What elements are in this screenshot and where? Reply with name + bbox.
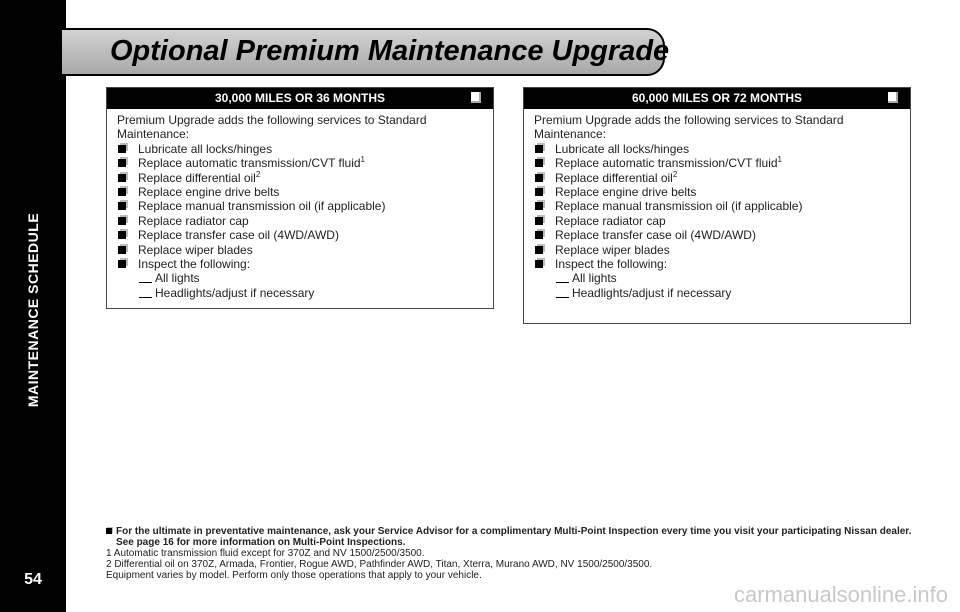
checkbox-icon [118, 202, 126, 210]
checkbox-icon [118, 159, 126, 167]
inspection-item-label: All lights [155, 271, 200, 286]
service-item-label: Inspect the following: [138, 257, 251, 272]
checkbox-icon [535, 145, 543, 153]
service-card-30k [106, 87, 494, 309]
footnote-ref: 1 [777, 155, 782, 165]
service-item [117, 142, 483, 156]
service-item [534, 243, 900, 257]
service-item-label: Replace wiper blades [555, 242, 670, 257]
footnote-2: 2 Differential oil on 370Z, Armada, Frontier, Rogue AWD, Pathfinder AWD, Titan, Xterra, Murano AWD, NV 1500/2500/3500. [106, 559, 653, 570]
checkbox-icon [118, 174, 126, 182]
watermark: carmanualsonline.info [733, 582, 948, 607]
footnote-ref: 1 [360, 155, 365, 165]
checkbox-icon [118, 188, 126, 196]
card-intro: Premium Upgrade adds the following services to Standard Maintenance: [117, 113, 427, 142]
service-card-60k [523, 87, 911, 324]
checkbox-icon [535, 246, 543, 254]
card-header [107, 88, 493, 109]
service-item-label: Lubricate all locks/hinges [138, 141, 273, 156]
service-item [117, 214, 483, 228]
blank-line [139, 297, 152, 298]
service-item-label: Replace automatic transmission/CVT fluid [138, 156, 361, 171]
footnote-main [106, 526, 926, 548]
card-header-label: 30,000 MILES OR 36 MONTHS [214, 91, 386, 105]
service-item [534, 199, 900, 213]
service-item [117, 257, 483, 271]
inspection-item-label: Headlights/adjust if necessary [572, 285, 732, 300]
card-body [524, 109, 910, 300]
checkbox-icon [471, 92, 481, 103]
service-item-label: Lubricate all locks/hinges [555, 141, 690, 156]
card-intro: Premium Upgrade adds the following services to Standard Maintenance: [534, 113, 844, 142]
service-item-label: Replace engine drive belts [138, 185, 280, 200]
service-item-label: Replace differential oil [555, 170, 673, 185]
inspection-item-label: Headlights/adjust if necessary [155, 285, 315, 300]
inspection-item-label: All lights [572, 271, 617, 286]
checkbox-icon [118, 260, 126, 268]
blank-line [556, 282, 569, 283]
service-item-label: Replace radiator cap [555, 213, 666, 228]
service-item-label: Replace transfer case oil (4WD/AWD) [138, 228, 339, 243]
footnote-3: Equipment varies by model. Perform only those operations that apply to your vehicle. [106, 570, 482, 581]
checkbox-icon [118, 246, 126, 254]
checkbox-icon [535, 217, 543, 225]
footnote-main-text: For the ultimate in preventative maintenance, ask your Service Advisor for a complimentary Multi-Point Inspection every time you visit your participating Nissan dealer. See page 16 for more information on Multi-Point Inspections. [116, 526, 912, 548]
checkbox-icon [118, 217, 126, 225]
page-number: 54 [24, 571, 42, 588]
service-item [534, 185, 900, 199]
checkbox-icon [535, 260, 543, 268]
service-item [117, 228, 483, 242]
checkbox-icon [535, 188, 543, 196]
service-item [117, 156, 483, 170]
blank-line [556, 297, 569, 298]
checkbox-icon [535, 159, 543, 167]
service-item [534, 214, 900, 228]
footnote-ref: 2 [255, 169, 261, 179]
service-item-label: Replace differential oil [138, 170, 256, 185]
checkbox-icon [118, 145, 126, 153]
inspection-item [534, 271, 900, 285]
footnotes [106, 526, 926, 581]
footnote-ref: 2 [672, 169, 678, 179]
checkbox-icon [535, 174, 543, 182]
sidebar-title: MAINTENANCE SCHEDULE [25, 212, 41, 408]
checkbox-icon [535, 231, 543, 239]
service-item [534, 257, 900, 271]
inspection-item [117, 286, 483, 300]
service-item [534, 156, 900, 170]
service-item [117, 185, 483, 199]
service-item [534, 142, 900, 156]
service-item-label: Replace transfer case oil (4WD/AWD) [555, 228, 756, 243]
service-item-label: Inspect the following: [555, 257, 668, 272]
service-item-label: Replace engine drive belts [555, 185, 697, 200]
service-item-label: Replace automatic transmission/CVT fluid [555, 156, 778, 171]
service-list [534, 142, 900, 272]
card-header [524, 88, 910, 109]
title-banner [60, 28, 670, 76]
sidebar [0, 0, 66, 612]
card-header-label: 60,000 MILES OR 72 MONTHS [631, 91, 803, 105]
inspection-list [117, 271, 483, 300]
inspection-item [534, 286, 900, 300]
service-item-label: Replace wiper blades [138, 242, 253, 257]
service-item [117, 243, 483, 257]
checkbox-icon [888, 92, 898, 103]
service-item [534, 171, 900, 185]
service-item [117, 171, 483, 185]
page-title: Optional Premium Maintenance Upgrade [110, 35, 670, 67]
inspection-list [534, 271, 900, 300]
blank-line [139, 282, 152, 283]
card-body [107, 109, 493, 300]
service-item [534, 228, 900, 242]
checkbox-icon [535, 202, 543, 210]
checkbox-icon [106, 528, 112, 534]
service-item-label: Replace manual transmission oil (if applicable) [555, 199, 803, 214]
checkbox-icon [118, 231, 126, 239]
service-item [117, 199, 483, 213]
service-list [117, 142, 483, 272]
service-item-label: Replace manual transmission oil (if applicable) [138, 199, 386, 214]
inspection-item [117, 271, 483, 285]
service-item-label: Replace radiator cap [138, 213, 249, 228]
footnote-1: 1 Automatic transmission fluid except for 370Z and NV 1500/2500/3500. [106, 548, 425, 559]
